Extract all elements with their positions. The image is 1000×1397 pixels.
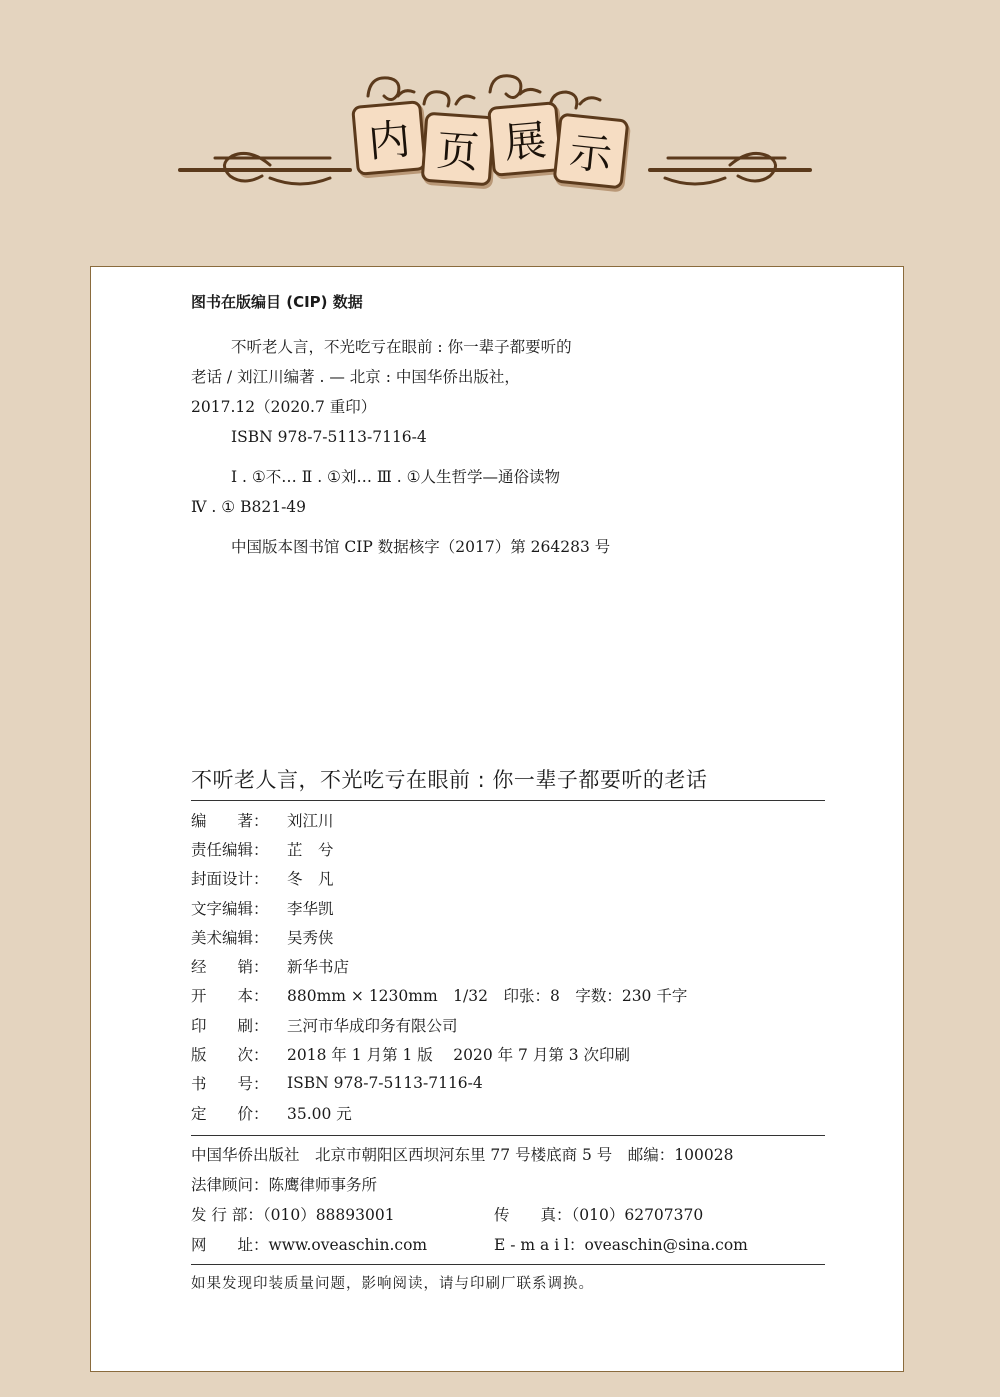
legal-advisor <box>191 1169 831 1199</box>
info-value: 新华书店 <box>287 958 350 977</box>
book-title: 不听老人言，不光吃亏在眼前 : 你一辈子都要听的老话 <box>191 768 708 792</box>
info-value: ISBN 978-7-5113-7116-4 <box>287 1074 483 1093</box>
divider <box>191 1135 825 1136</box>
fax <box>494 1203 703 1225</box>
fax-label: 传 真： <box>494 1206 572 1224</box>
cip-line: ISBN 978-7-5113-7116-4 <box>231 428 427 446</box>
info-label: 定 价： <box>191 1104 269 1123</box>
header-tile: 页 <box>421 112 496 187</box>
info-label: 版 次： <box>191 1046 269 1065</box>
info-value: 李华凯 <box>287 899 334 918</box>
divider <box>191 800 825 801</box>
info-label: 封面设计： <box>191 870 269 889</box>
publisher-address-text: 中国华侨出版社 北京市朝阳区西坝河东里 77 号楼底商 5 号 邮编：100028 <box>191 1146 734 1164</box>
info-row <box>191 981 831 1010</box>
info-row <box>191 951 831 980</box>
info-row <box>191 1039 831 1068</box>
cip-line: 2017.12（2020.7 重印） <box>191 398 377 416</box>
copyright-page <box>90 266 904 1372</box>
info-row <box>191 1010 831 1039</box>
info-value: 吴秀侠 <box>287 928 334 947</box>
header-banner <box>0 0 1000 230</box>
info-label: 美术编辑： <box>191 928 269 947</box>
info-label: 责任编辑： <box>191 840 269 859</box>
email <box>494 1233 748 1255</box>
info-label: 编 著： <box>191 811 269 830</box>
email-value: oveaschin@sina.com <box>584 1236 748 1254</box>
publisher-address <box>191 1139 831 1169</box>
info-row <box>191 1098 831 1127</box>
divider <box>191 1264 825 1265</box>
legal-advisor-text: 法律顾问：陈鹰律师事务所 <box>191 1176 378 1194</box>
info-row <box>191 805 831 834</box>
publisher-info <box>191 1139 831 1259</box>
fax-value: （010）62707370 <box>571 1206 704 1224</box>
cip-title: 图书在版编目 (CIP) 数据 <box>191 293 363 311</box>
info-label: 书 号： <box>191 1075 269 1094</box>
info-label: 文字编辑： <box>191 899 269 918</box>
quality-notice: 如果发现印装质量问题，影响阅读，请与印刷厂联系调换。 <box>191 1276 594 1292</box>
cip-line: Ⅰ . ①不… Ⅱ . ①刘… Ⅲ . ①人生哲学—通俗读物 <box>231 468 560 486</box>
info-value: 刘江川 <box>287 811 334 830</box>
info-row <box>191 893 831 922</box>
info-value: 冬 凡 <box>287 870 334 889</box>
distribution-label: 发 行 部： <box>191 1206 263 1224</box>
info-row <box>191 922 831 951</box>
contact-row <box>191 1229 831 1259</box>
info-row <box>191 1069 831 1098</box>
contact-row <box>191 1199 831 1229</box>
distribution-phone <box>191 1203 494 1225</box>
website <box>191 1233 494 1255</box>
website-value: www.oveaschin.com <box>268 1236 428 1254</box>
header-tile: 展 <box>487 101 563 177</box>
info-value: 35.00 元 <box>287 1104 352 1123</box>
website-label: 网 址： <box>191 1236 269 1254</box>
cip-line: Ⅳ . ① B821-49 <box>191 498 307 516</box>
info-value: 880mm × 1230mm 1/32 印张：8 字数：230 千字 <box>287 987 688 1006</box>
info-label: 印 刷： <box>191 1016 269 1035</box>
cip-line: 老话 / 刘江川编著 . — 北京 : 中国华侨出版社， <box>191 368 520 386</box>
header-tile: 示 <box>553 113 630 190</box>
info-value: 三河市华成印务有限公司 <box>287 1016 458 1035</box>
info-label: 经 销： <box>191 958 269 977</box>
info-label: 开 本： <box>191 987 269 1006</box>
cip-line: 中国版本图书馆 CIP 数据核字（2017）第 264283 号 <box>231 538 611 556</box>
header-tile: 内 <box>351 100 427 176</box>
book-info <box>191 805 831 1127</box>
cip-line: 不听老人言，不光吃亏在眼前 : 你一辈子都要听的 <box>231 338 572 356</box>
info-value: 2018 年 1 月第 1 版 2020 年 7 月第 3 次印刷 <box>287 1046 631 1065</box>
info-row <box>191 864 831 893</box>
info-value: 芷 兮 <box>287 840 334 859</box>
cip-block <box>191 291 711 562</box>
distribution-value: （010）88893001 <box>262 1206 395 1224</box>
email-label: E - m a i l： <box>494 1236 585 1254</box>
info-row <box>191 834 831 863</box>
